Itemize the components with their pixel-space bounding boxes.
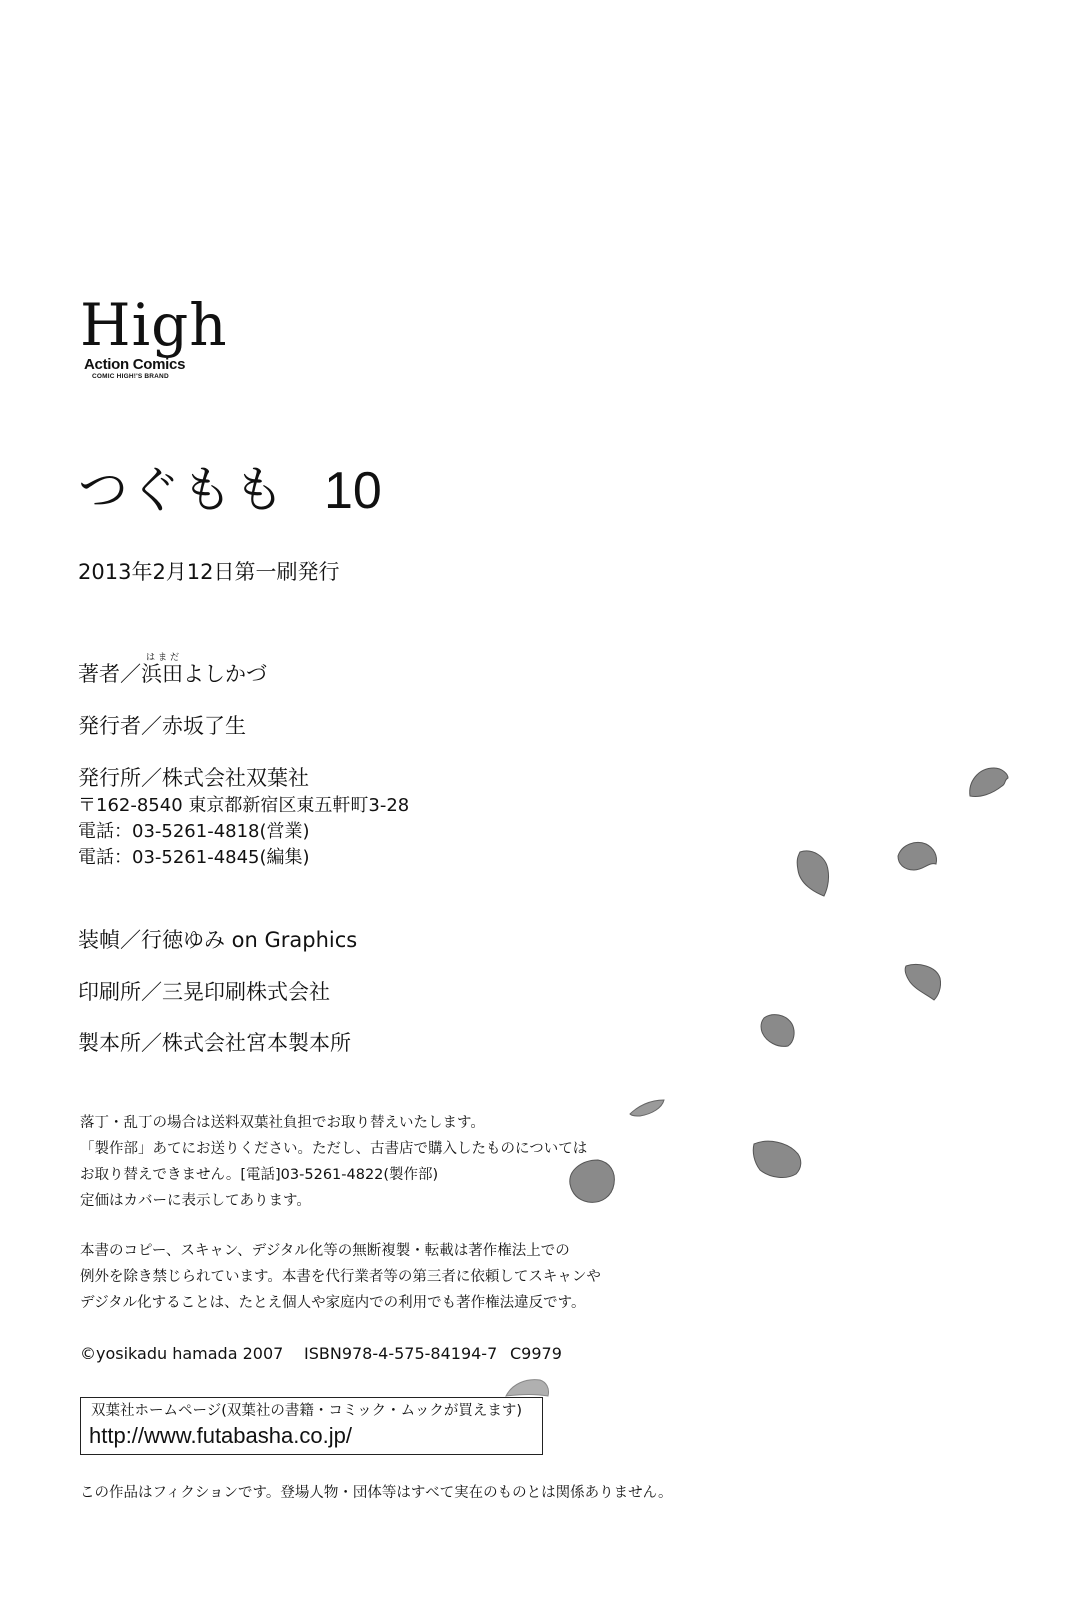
petal-icon	[502, 1376, 552, 1400]
phone-editorial: 電話：03-5261-4845(編集)	[78, 847, 310, 868]
petal-icon	[902, 960, 944, 1002]
publisher-company: 発行所／株式会社双葉社	[78, 766, 309, 790]
copyright-law-notice	[80, 1238, 601, 1316]
notice-line: 落丁・乱丁の場合は送料双葉社負担でお取り替えいたします。	[80, 1115, 485, 1131]
website-box	[80, 1397, 543, 1455]
publisher-person: 発行者／赤坂了生	[78, 714, 246, 738]
petal-icon	[750, 1138, 804, 1182]
notice-line: 定価はカバーに表示してあります。	[80, 1193, 311, 1209]
notice-line: お取り替えできません。[電話]03-5261-4822(製作部)	[80, 1167, 439, 1183]
defect-notice	[80, 1110, 587, 1214]
author-credit: 著者／浜田よしかづ	[78, 662, 267, 686]
book-title: つぐもも	[78, 461, 286, 519]
website-url-link[interactable]: http://www.futabasha.co.jp/	[89, 1423, 352, 1448]
notice-line: 「製作部」あてにお送りください。ただし、古書店で購入したものについては	[80, 1141, 588, 1157]
petal-icon	[966, 764, 1012, 802]
binder-credit: 製本所／株式会社宮本製本所	[78, 1031, 351, 1055]
petal-icon	[628, 1096, 668, 1118]
volume-number: 10	[324, 462, 382, 520]
petal-icon	[794, 846, 832, 898]
author-ruby: はまだ	[146, 653, 183, 663]
imprint-logo-subtitle: Action Comics	[84, 356, 186, 373]
notice-line: 本書のコピー、スキャン、デジタル化等の無断複製・転載は著作権法上での	[80, 1243, 570, 1259]
imprint-logo: High	[80, 291, 228, 359]
phone-sales: 電話：03-5261-4818(営業)	[78, 821, 310, 842]
fiction-disclaimer: この作品はフィクションです。登場人物・団体等はすべて実在のものとは関係ありません。	[80, 1485, 673, 1501]
notice-line: デジタル化することは、たとえ個人や家庭内での利用でも著作権法違反です。	[80, 1295, 586, 1311]
printer-credit: 印刷所／三晃印刷株式会社	[78, 980, 330, 1004]
petal-icon	[564, 1156, 620, 1206]
petal-icon	[758, 1010, 798, 1050]
imprint-logo-tagline: COMIC HIGH!'S BRAND	[92, 373, 169, 380]
publication-date: 2013年2月12日第一刷発行	[78, 560, 340, 584]
publisher-address: 〒162-8540 東京都新宿区東五軒町3-28	[78, 795, 410, 816]
classification-code: C9979	[510, 1344, 562, 1363]
website-label: 双葉社ホームページ(双葉社の書籍・コミック・ムックが買えます)	[91, 1403, 523, 1419]
isbn: ISBN978-4-575-84194-7	[304, 1344, 498, 1363]
petal-icon	[894, 838, 940, 874]
design-credit: 装幀／行徳ゆみ on Graphics	[78, 928, 358, 952]
notice-line: 例外を除き禁じられています。本書を代行業者等の第三者に依頼してスキャンや	[80, 1269, 601, 1285]
copyright-line: ©yosikadu hamada 2007	[80, 1344, 284, 1363]
